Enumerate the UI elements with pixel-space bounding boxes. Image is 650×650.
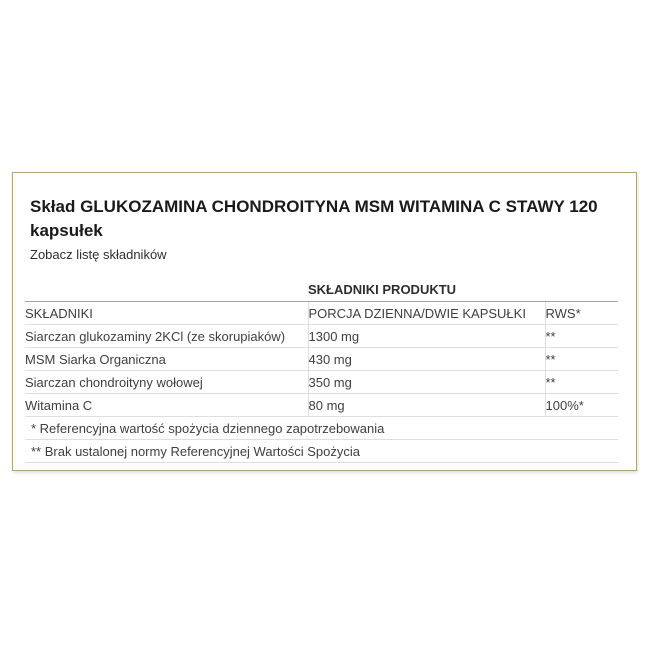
page-title: Skład GLUKOZAMINA CHONDROITYNA MSM WITAMINA C STAWY 120 kapsułek xyxy=(30,197,598,240)
ingredients-table xyxy=(25,278,618,463)
ingredient-name: Siarczan chondroityny wołowej xyxy=(25,371,308,394)
section-header-empty-cell xyxy=(25,278,308,302)
ingredient-rws: 100%* xyxy=(545,394,618,417)
ingredient-name: MSM Siarka Organiczna xyxy=(25,348,308,371)
table-section-header: SKŁADNIKI PRODUKTU xyxy=(308,278,545,302)
ingredient-amount: 80 mg xyxy=(308,394,545,417)
ingredient-name: Witamina C xyxy=(25,394,308,417)
footnote-rws-reference: * Referencyjna wartość spożycia dziennego zapotrzebowania xyxy=(25,417,618,440)
footnote-no-reference-norm: ** Brak ustalonej normy Referencyjnej Wartości Spożycia xyxy=(25,440,618,463)
table-footnote-row xyxy=(25,417,618,440)
section-header-empty-cell xyxy=(545,278,618,302)
ingredient-rws: ** xyxy=(545,371,618,394)
table-section-header-row xyxy=(25,278,618,302)
table-row xyxy=(25,394,618,417)
col-header-porcja-dzienna: PORCJA DZIENNA/DWIE KAPSUŁKI xyxy=(308,302,545,325)
table-row xyxy=(25,348,618,371)
ingredient-amount: 1300 mg xyxy=(308,325,545,348)
table-row xyxy=(25,371,618,394)
ingredient-amount: 430 mg xyxy=(308,348,545,371)
table-footnote-row xyxy=(25,440,618,463)
col-header-skladniki: SKŁADNIKI xyxy=(25,302,308,325)
ingredient-rws: ** xyxy=(545,325,618,348)
table-row xyxy=(25,325,618,348)
table-column-header-row xyxy=(25,302,618,325)
ingredient-amount: 350 mg xyxy=(308,371,545,394)
ingredients-panel xyxy=(12,172,637,471)
ingredient-name: Siarczan glukozaminy 2KCl (ze skorupiaków) xyxy=(25,325,308,348)
col-header-rws: RWS* xyxy=(545,302,618,325)
see-ingredients-link[interactable]: Zobacz listę składników xyxy=(30,247,167,262)
ingredient-rws: ** xyxy=(545,348,618,371)
